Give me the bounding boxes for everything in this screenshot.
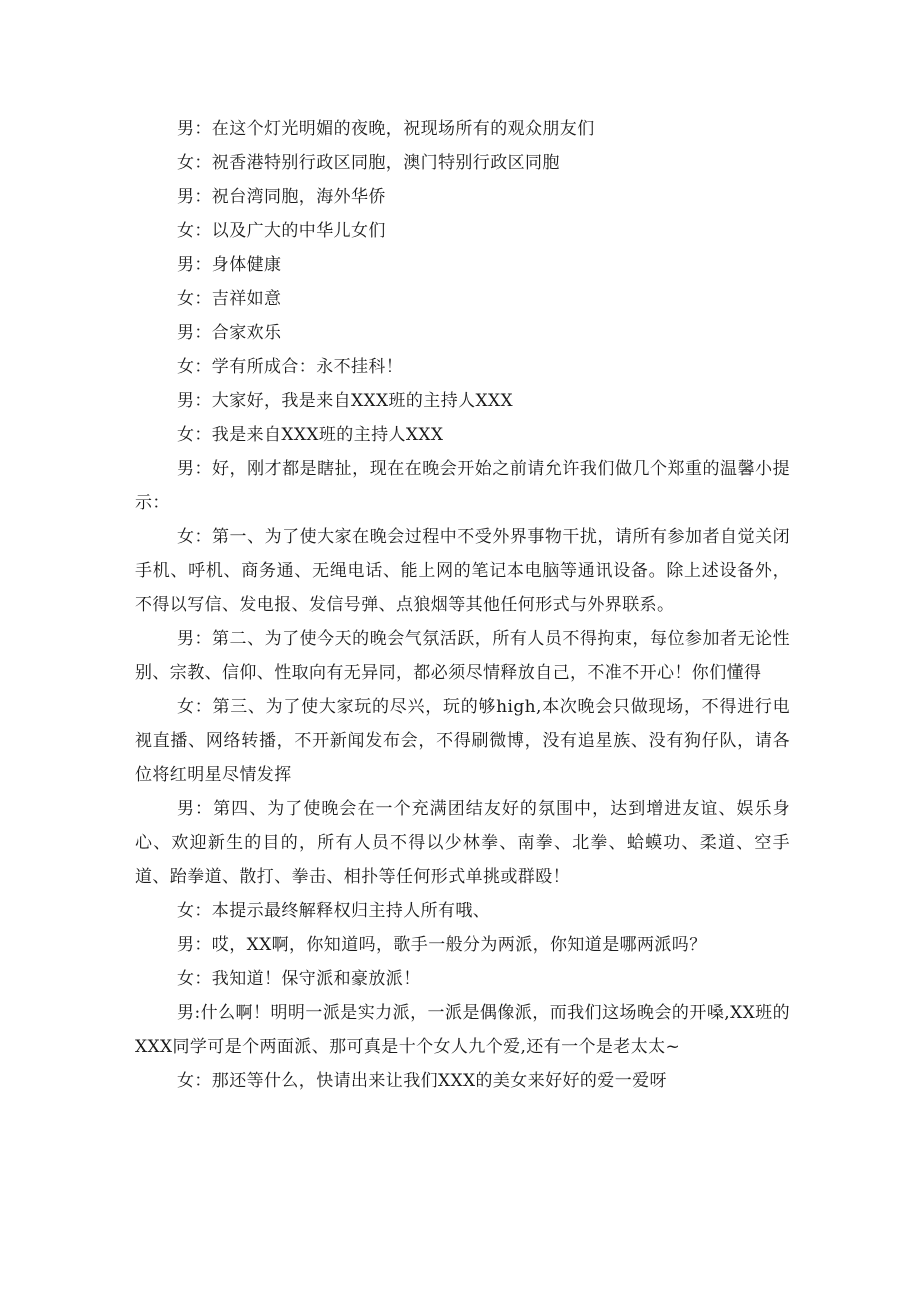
dialogue-line: 男：合家欢乐	[177, 323, 282, 343]
dialogue-text	[135, 112, 790, 1098]
dialogue-line: 女：以及广大的中华儿女们	[177, 221, 386, 241]
dialogue-line: 男：祝台湾同胞，海外华侨	[177, 187, 386, 207]
dialogue-line: 女：祝香港特别行政区同胞，澳门特别行政区同胞	[177, 153, 560, 173]
dialogue-line: 男：在这个灯光明媚的夜晚，祝现场所有的观众朋友们	[177, 119, 595, 139]
dialogue-line: 男:什么啊！明明一派是实力派，一派是偶像派，而我们这场晚会的开嗓,XX班的XXX同学可是个两面派、那可真是十个女人九个爱,还有一个是老太太~	[135, 1003, 790, 1057]
dialogue-line: 男：身体健康	[177, 255, 282, 275]
dialogue-line: 女：学有所成合：永不挂科！	[177, 357, 404, 377]
dialogue-line: 男：哎，XX啊，你知道吗，歌手一般分为两派，你知道是哪两派吗？	[177, 935, 707, 955]
dialogue-line: 女：第一、为了使大家在晚会过程中不受外界事物干扰，请所有参加者自觉关闭手机、呼机、商务通、无绳电话、能上网的笔记本电脑等通讯设备。除上述设备外，不得以写信、发电报、发信号弹、点狼烟等其他任何形式与外界联系。	[135, 527, 790, 615]
dialogue-line: 男：好，刚才都是瞎扯，现在在晚会开始之前请允许我们做几个郑重的温馨小提示：	[135, 459, 790, 513]
dialogue-line: 女：本提示最终解释权归主持人所有哦、	[177, 901, 491, 921]
dialogue-line: 女：我是来自XXX班的主持人XXX	[177, 425, 444, 445]
dialogue-line: 女：那还等什么，快请出来让我们XXX的美女来好好的爱一爱呀	[177, 1071, 667, 1091]
dialogue-line: 女：我知道！保守派和豪放派！	[177, 969, 421, 989]
dialogue-line: 男：大家好，我是来自XXX班的主持人XXX	[177, 391, 514, 411]
dialogue-line: 女：吉祥如意	[177, 289, 282, 309]
dialogue-line: 男：第四、为了使晚会在一个充满团结友好的氛围中，达到增进友谊、娱乐身心、欢迎新生的目的，所有人员不得以少林拳、南拳、北拳、蛤蟆功、柔道、空手道、跆拳道、散打、拳击、相扑等任何形式单挑或群殴！	[135, 799, 790, 887]
dialogue-line: 男：第二、为了使今天的晚会气氛活跃，所有人员不得拘束，每位参加者无论性别、宗教、信仰、性取向有无异同，都必须尽情释放自己，不准不开心！你们懂得	[135, 629, 790, 683]
dialogue-line: 女：第三、为了使大家玩的尽兴，玩的够high,本次晚会只做现场，不得进行电视直播、网络转播，不开新闻发布会，不得刷微博，没有追星族、没有狗仔队，请各位将红明星尽情发挥	[135, 697, 790, 785]
